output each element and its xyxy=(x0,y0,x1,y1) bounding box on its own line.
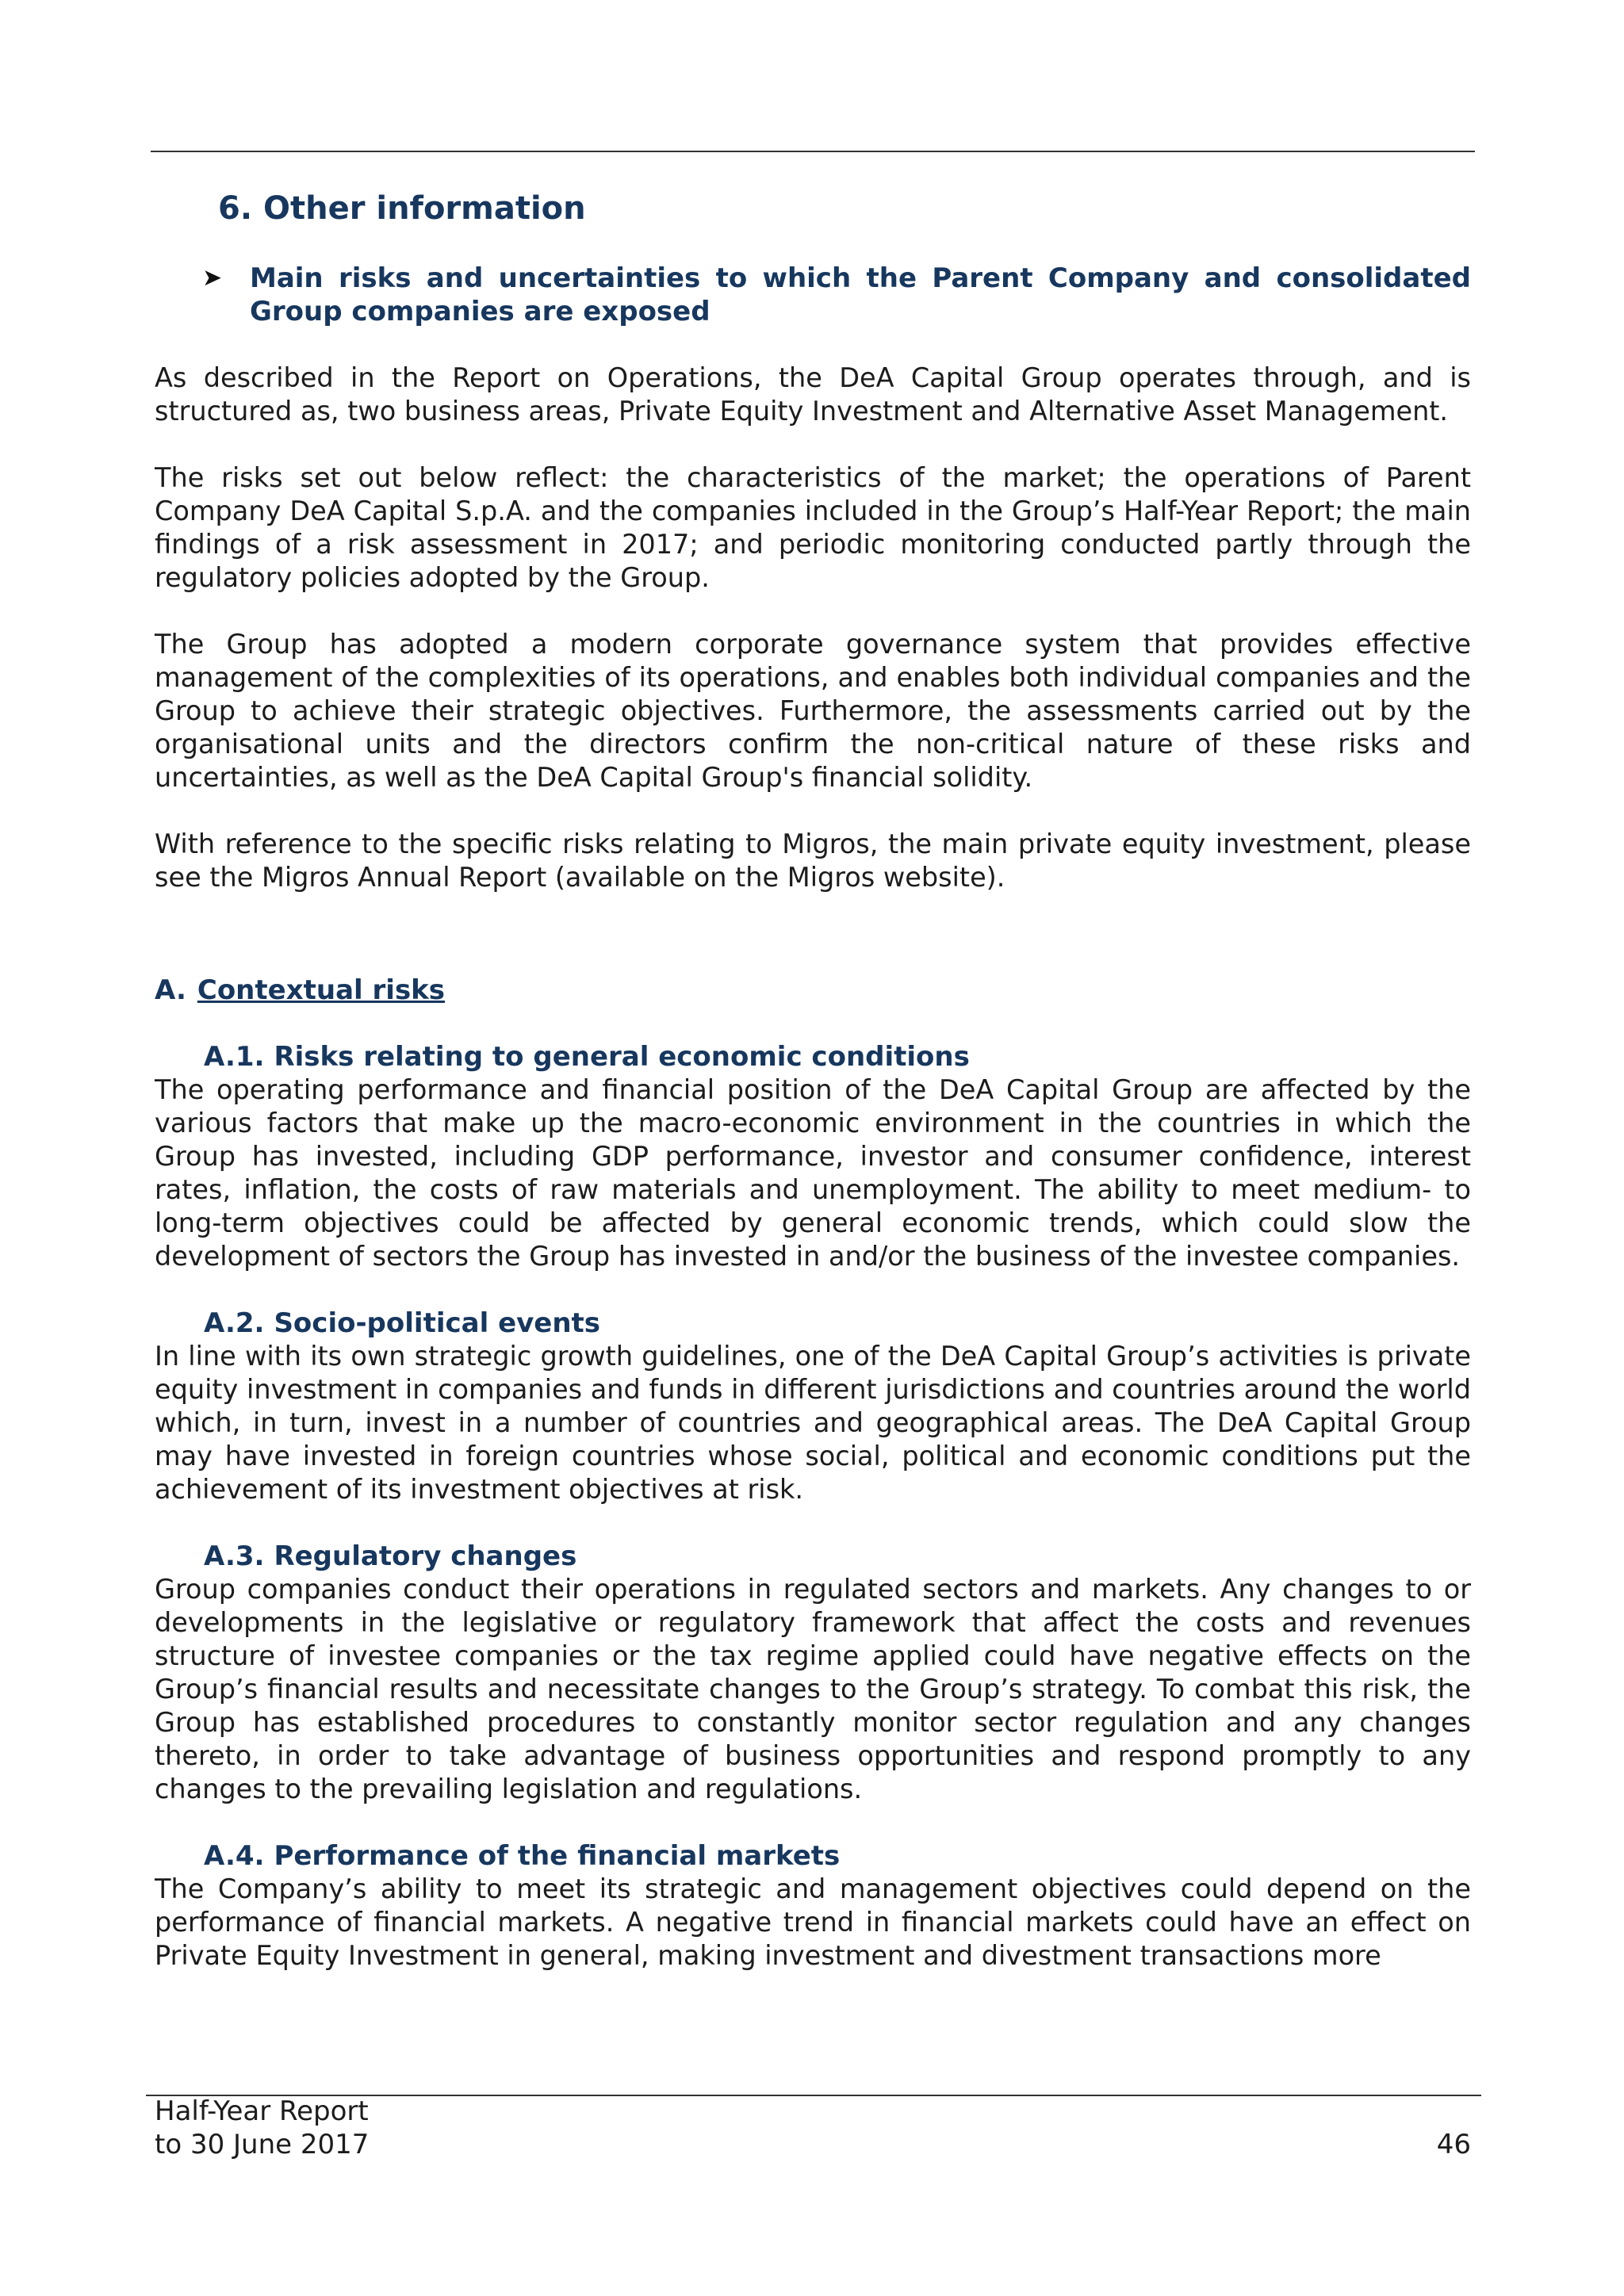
risk-title xyxy=(204,1307,1471,1340)
contextual-risks-heading xyxy=(155,974,1471,1007)
section-title-text: Other information xyxy=(262,190,586,227)
risk-body: The operating performance and financial position of the DeA Capital Group are affected by the various factors that make up the macro-economic environment in the countries in which the Group has invested, including GDP performance, investor and consumer confidence, interest rates, inflation, the costs of raw materials and unemployment. The ability to meet medium- to long-term objectives could be affected by general economic trends, which could slow the development of sectors the Group has invested in and/or the business of the investee companies. xyxy=(155,1074,1471,1272)
section-title xyxy=(218,187,1471,230)
risk-title xyxy=(204,1040,1471,1073)
risk-number: A.4. xyxy=(204,1840,265,1872)
section-number: 6. xyxy=(218,190,253,227)
intro-paragraph-4: With reference to the specific risks relating to Migros, the main private equity investment, please see the Migros Annual Report (available on the Migros website). xyxy=(155,828,1471,893)
risk-item-a4 xyxy=(155,1839,1471,1973)
risk-title xyxy=(204,1839,1471,1873)
intro-paragraph-1: As described in the Report on Operations, the DeA Capital Group operates through, and is structured as, two business areas, Private Equity Investment and Alternative Asset Management. xyxy=(155,362,1471,427)
contextual-risks-letter: A. xyxy=(155,974,186,1006)
arrowhead-bullet-icon: ➤ xyxy=(202,264,223,292)
contextual-risks-title: Contextual risks xyxy=(197,974,446,1006)
page-content xyxy=(155,187,1471,1973)
risk-number: A.3. xyxy=(204,1540,265,1572)
risk-number: A.1. xyxy=(204,1041,265,1073)
footer-line-2: to 30 June 2017 xyxy=(155,2129,370,2160)
risk-body: In line with its own strategic growth guidelines, one of the DeA Capital Group’s activities is private equity investment in companies and funds in different jurisdictions and countries around the world which, in turn, invest in a number of countries and geographical areas. The DeA Capital Group may have invested in foreign countries whose social, political and economic conditions put the achievement of its investment objectives at risk. xyxy=(155,1341,1471,1505)
header-rule xyxy=(151,151,1475,152)
risk-body: Group companies conduct their operations in regulated sectors and markets. Any changes to or developments in the legislative or regulatory framework that affect the costs and revenues structure of investee companies or the tax regime applied could have negative effects on the Group’s financial results and necessitate changes to the Group’s strategy. To combat this risk, the Group has established procedures to constantly monitor sector regulation and any changes thereto, in order to take advantage of business opportunities and respond promptly to any changes to the prevailing legislation and regulations. xyxy=(155,1574,1471,1804)
risk-title xyxy=(204,1540,1471,1573)
risk-item-a1 xyxy=(155,1040,1471,1273)
risk-number: A.2. xyxy=(204,1307,265,1339)
risks-heading xyxy=(202,262,1471,328)
risk-item-a2 xyxy=(155,1307,1471,1506)
footer-line-1: Half-Year Report xyxy=(155,2095,369,2127)
risk-title-text: Risks relating to general economic conditions xyxy=(274,1041,970,1073)
intro-paragraph-2: The risks set out below reflect: the characteristics of the market; the operations of Parent Company DeA Capital S.p.A. and the companies included in the Group’s Half-Year Report; the main findings of a risk assessment in 2017; and periodic monitoring conducted partly through the regulatory policies adopted by the Group. xyxy=(155,462,1471,593)
page-number: 46 xyxy=(1436,2129,1471,2160)
risk-body: The Company’s ability to meet its strategic and management objectives could depend on the performance of financial markets. A negative trend in financial markets could have an effect on Private Equity Investment in general, making investment and divestment transactions more xyxy=(155,1873,1471,1971)
footer-report-title xyxy=(155,2095,369,2161)
risk-title-text: Regulatory changes xyxy=(274,1540,577,1572)
risk-title-text: Performance of the financial markets xyxy=(274,1840,841,1872)
risks-heading-text: Main risks and uncertainties to which the Parent Company and consolidated Group companies are exposed xyxy=(250,262,1471,327)
risk-title-text: Socio-political events xyxy=(274,1307,601,1339)
risk-item-a3 xyxy=(155,1540,1471,1806)
intro-paragraph-3: The Group has adopted a modern corporate governance system that provides effective management of the complexities of its operations, and enables both individual companies and the Group to achieve their strategic objectives. Furthermore, the assessments carried out by the organisational units and the directors confirm the non-critical nature of these risks and uncertainties, as well as the DeA Capital Group's financial solidity. xyxy=(155,629,1471,793)
